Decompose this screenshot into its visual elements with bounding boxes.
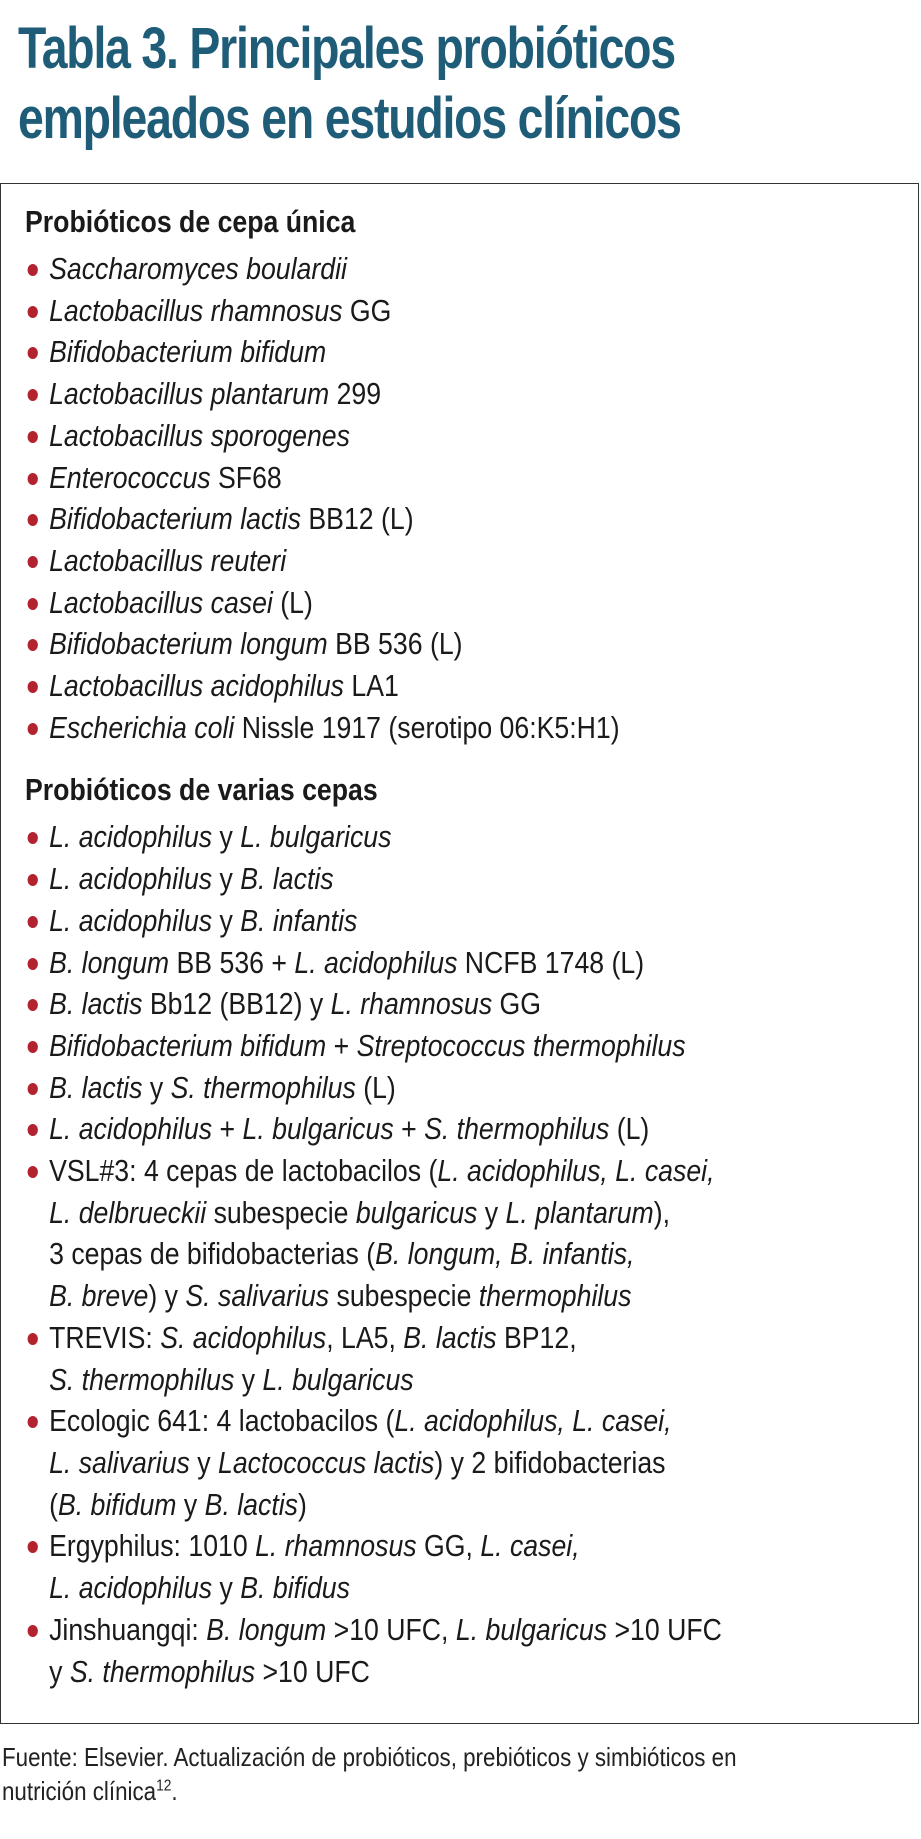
item-line [49,1651,885,1693]
probiotic-list [25,816,885,1692]
species-name: B. lactis [240,861,334,897]
list-item [25,665,885,707]
item-text: ) y 2 bifidobacterias [434,1444,666,1480]
item-text: y [212,819,241,855]
species-name: Lactococcus lactis [218,1444,435,1480]
species-name: L. bulgaricus [240,819,392,855]
list-item [25,1525,885,1608]
species-name: L. bulgaricus [242,1111,394,1147]
bullet-dot-icon [28,1333,38,1345]
species-name: bulgaricus [355,1194,478,1230]
item-text: Bb12 (BB12) y [142,986,331,1022]
bullet-dot-icon [28,1541,38,1553]
species-name: L. acidophilus [49,819,213,855]
item-line [49,540,885,582]
item-line [49,1484,885,1526]
item-line [49,623,885,665]
item-text: y [212,902,241,938]
item-text: VSL#3: 4 cepas de lactobacilos ( [49,1153,438,1189]
item-text: (L) [272,584,313,620]
list-item [25,1067,885,1109]
bullet-dot-icon [28,874,38,886]
species-name: B. longum [206,1611,327,1647]
item-line [49,1442,885,1484]
species-name: L. casei, [480,1528,580,1564]
bullet-dot-icon [28,723,38,735]
species-name: Bifidobacterium bifidum [49,1027,327,1063]
species-name: Streptococcus thermophilus [356,1027,686,1063]
item-text: BB 536 (L) [327,626,463,662]
item-line [49,942,885,984]
list-item [25,248,885,290]
list-item [25,415,885,457]
list-item [25,1108,885,1150]
species-name: Bifidobacterium lactis [49,501,301,537]
item-text: SF68 [210,459,282,495]
species-name: Lactobacillus plantarum [49,376,330,412]
item-text: subespecie [206,1194,356,1230]
species-name: L. plantarum [505,1194,654,1230]
species-name: Saccharomyces boulardii [49,251,347,286]
item-text: Ergyphilus: 1010 [49,1528,256,1564]
bullet-dot-icon [28,473,38,485]
bullet-dot-icon [28,1124,38,1136]
bullet-dot-icon [28,389,38,401]
item-text: GG [342,292,392,328]
reference-number: 12 [156,1777,172,1795]
item-text: 299 [329,376,382,412]
item-text: >10 UFC [255,1653,370,1689]
species-name: B. lactis [403,1319,497,1355]
species-name: L. acidophilus [49,902,213,938]
bullet-dot-icon [28,681,38,693]
item-text: NCFB 1748 (L) [457,944,645,980]
item-line [49,248,885,290]
list-item [25,457,885,499]
species-name: Lactobacillus rhamnosus [49,292,343,328]
bullet-dot-icon [28,639,38,651]
species-name: B. lactis [204,1486,298,1522]
list-item [25,816,885,858]
bullet-dot-icon [28,1416,38,1428]
species-name: Lactobacillus sporogenes [49,417,350,453]
item-line [49,582,885,624]
item-text: BB12 (L) [300,501,414,537]
item-line [49,1400,885,1442]
item-text: y [477,1194,506,1230]
item-line [49,665,885,707]
list-item [25,623,885,665]
item-text: y [212,861,241,897]
species-name: S. acidophilus [160,1319,327,1355]
species-name: Enterococcus [49,459,211,495]
item-line [49,1525,885,1567]
species-name: Lactobacillus casei [49,584,273,620]
item-text: Ecologic 641: 4 lactobacilos ( [49,1403,395,1439]
item-text: y [234,1361,263,1397]
item-line [49,1275,885,1317]
species-name: S. salivarius [185,1278,330,1314]
bullet-dot-icon [28,1083,38,1095]
species-name: B. lactis [49,1069,143,1105]
item-line [49,1233,885,1275]
bullet-dot-icon [28,306,38,318]
list-item [25,983,885,1025]
item-text: y [49,1653,70,1689]
footnote-text: nutrición clínica [2,1776,157,1806]
species-name: L. salivarius [49,1444,190,1480]
item-line [49,373,885,415]
item-text: GG [492,986,542,1022]
bullet-dot-icon [28,916,38,928]
item-text: y [142,1069,171,1105]
item-text: BB 536 + [169,944,295,980]
footnote-line-2 [2,1774,905,1808]
footnote-period: . [171,1776,178,1806]
list-item [25,582,885,624]
bullet-dot-icon [28,556,38,568]
list-item [25,1317,885,1400]
item-text: LA1 [344,668,399,704]
item-text: , LA5, [326,1319,404,1355]
item-text: + [393,1111,425,1147]
species-name: B. bifidum [57,1486,177,1522]
item-text: y [176,1486,205,1522]
item-text: TREVIS: [49,1319,161,1355]
list-item [25,540,885,582]
title-line-1: Tabla 3. Principales probióticos [18,16,675,81]
bullet-dot-icon [28,958,38,970]
item-line [49,331,885,373]
item-line [49,1150,885,1192]
item-text: ), [653,1194,671,1230]
item-text: subespecie [329,1278,479,1314]
item-line [49,457,885,499]
item-text: y [189,1444,219,1480]
species-name: L. acidophilus, L. casei, [394,1403,672,1439]
section-gap [25,748,885,770]
item-line [49,1025,885,1067]
item-line [49,1317,885,1359]
species-name: B. bifidus [240,1570,350,1606]
item-text: ) y [148,1278,186,1314]
item-text: Jinshuangqi: [49,1611,207,1647]
species-name: L. acidophilus [49,1570,213,1606]
list-item [25,1609,885,1692]
bullet-dot-icon [28,832,38,844]
item-line [49,290,885,332]
item-text: >10 UFC [607,1611,722,1647]
item-text: 3 cepas de bifidobacterias ( [49,1236,376,1272]
species-name: L. bulgaricus [455,1611,608,1647]
species-name: Bifidobacterium bifidum [49,334,327,370]
table-title [18,14,738,154]
species-name: L. rhamnosus [330,986,493,1022]
item-text: Nissle 1917 (serotipo 06:K5:H1) [234,709,620,745]
species-name: B. lactis [49,986,143,1022]
item-line [49,415,885,457]
item-line [49,816,885,858]
item-line [49,858,885,900]
item-line [49,1567,885,1609]
species-name: L. acidophilus, L. casei, [437,1153,715,1189]
species-name: B. longum, B. infantis, [375,1236,635,1272]
bullet-dot-icon [28,1041,38,1053]
species-name: L. acidophilus [49,1111,213,1147]
item-text: y [212,1570,241,1606]
list-item [25,707,885,749]
species-name: B. longum [49,944,170,980]
item-line [49,1192,885,1234]
species-name: S. thermophilus [49,1361,235,1397]
item-text: ( [49,1486,58,1522]
species-name: Escherichia coli [49,709,235,745]
list-item [25,942,885,984]
species-name: L. bulgaricus [262,1361,414,1397]
item-line [49,900,885,942]
footnote-line-1: Fuente: Elsevier. Actualización de probióticos, prebióticos y simbióticos en [2,1742,737,1772]
item-line [49,1609,885,1651]
species-name: B. infantis [240,902,358,938]
item-line [49,1359,885,1401]
species-name: B. breve [49,1278,149,1314]
list-item [25,858,885,900]
source-footnote [2,1740,905,1808]
item-line [49,707,885,749]
species-name: S. thermophilus [69,1653,256,1689]
species-name: thermophilus [478,1278,632,1314]
bullet-dot-icon [28,514,38,526]
item-line [49,1108,885,1150]
bullet-dot-icon [28,1166,38,1178]
list-item [25,900,885,942]
list-item [25,290,885,332]
list-item [25,1400,885,1525]
section-heading: Probióticos de cepa única [25,204,356,239]
item-text: >10 UFC, [326,1611,456,1647]
bullet-dot-icon [28,347,38,359]
list-item [25,498,885,540]
species-name: L. delbrueckii [49,1194,207,1230]
species-name: L. acidophilus [294,944,458,980]
bullet-dot-icon [28,598,38,610]
item-line [49,498,885,540]
species-name: L. acidophilus [49,861,213,897]
species-name: Lactobacillus acidophilus [49,668,345,704]
species-name: Lactobacillus reuteri [49,542,287,578]
bullet-dot-icon [28,1625,38,1637]
item-text: (L) [609,1111,650,1147]
species-name: L. rhamnosus [255,1528,417,1564]
probiotic-list [25,248,885,748]
species-name: S. thermophilus [424,1111,610,1147]
list-item [25,331,885,373]
bullet-dot-icon [28,264,38,276]
item-text: GG, [416,1528,481,1564]
list-item [25,373,885,415]
bullet-dot-icon [28,999,38,1011]
species-name: S. thermophilus [170,1069,356,1105]
table-content [25,202,885,1692]
item-line [49,1067,885,1109]
item-text: (L) [355,1069,396,1105]
item-text: ) [297,1486,307,1522]
species-name: Bifidobacterium longum [49,626,328,662]
list-item [25,1150,885,1317]
bullet-dot-icon [28,431,38,443]
item-text: BP12, [496,1319,577,1355]
list-item [25,1025,885,1067]
probiotics-table-box [0,183,919,1724]
item-line [49,983,885,1025]
section-heading: Probióticos de varias cepas [25,772,378,808]
title-line-2: empleados en estudios clínicos [18,86,681,151]
item-text: + [326,1027,357,1063]
item-text: + [212,1111,243,1147]
